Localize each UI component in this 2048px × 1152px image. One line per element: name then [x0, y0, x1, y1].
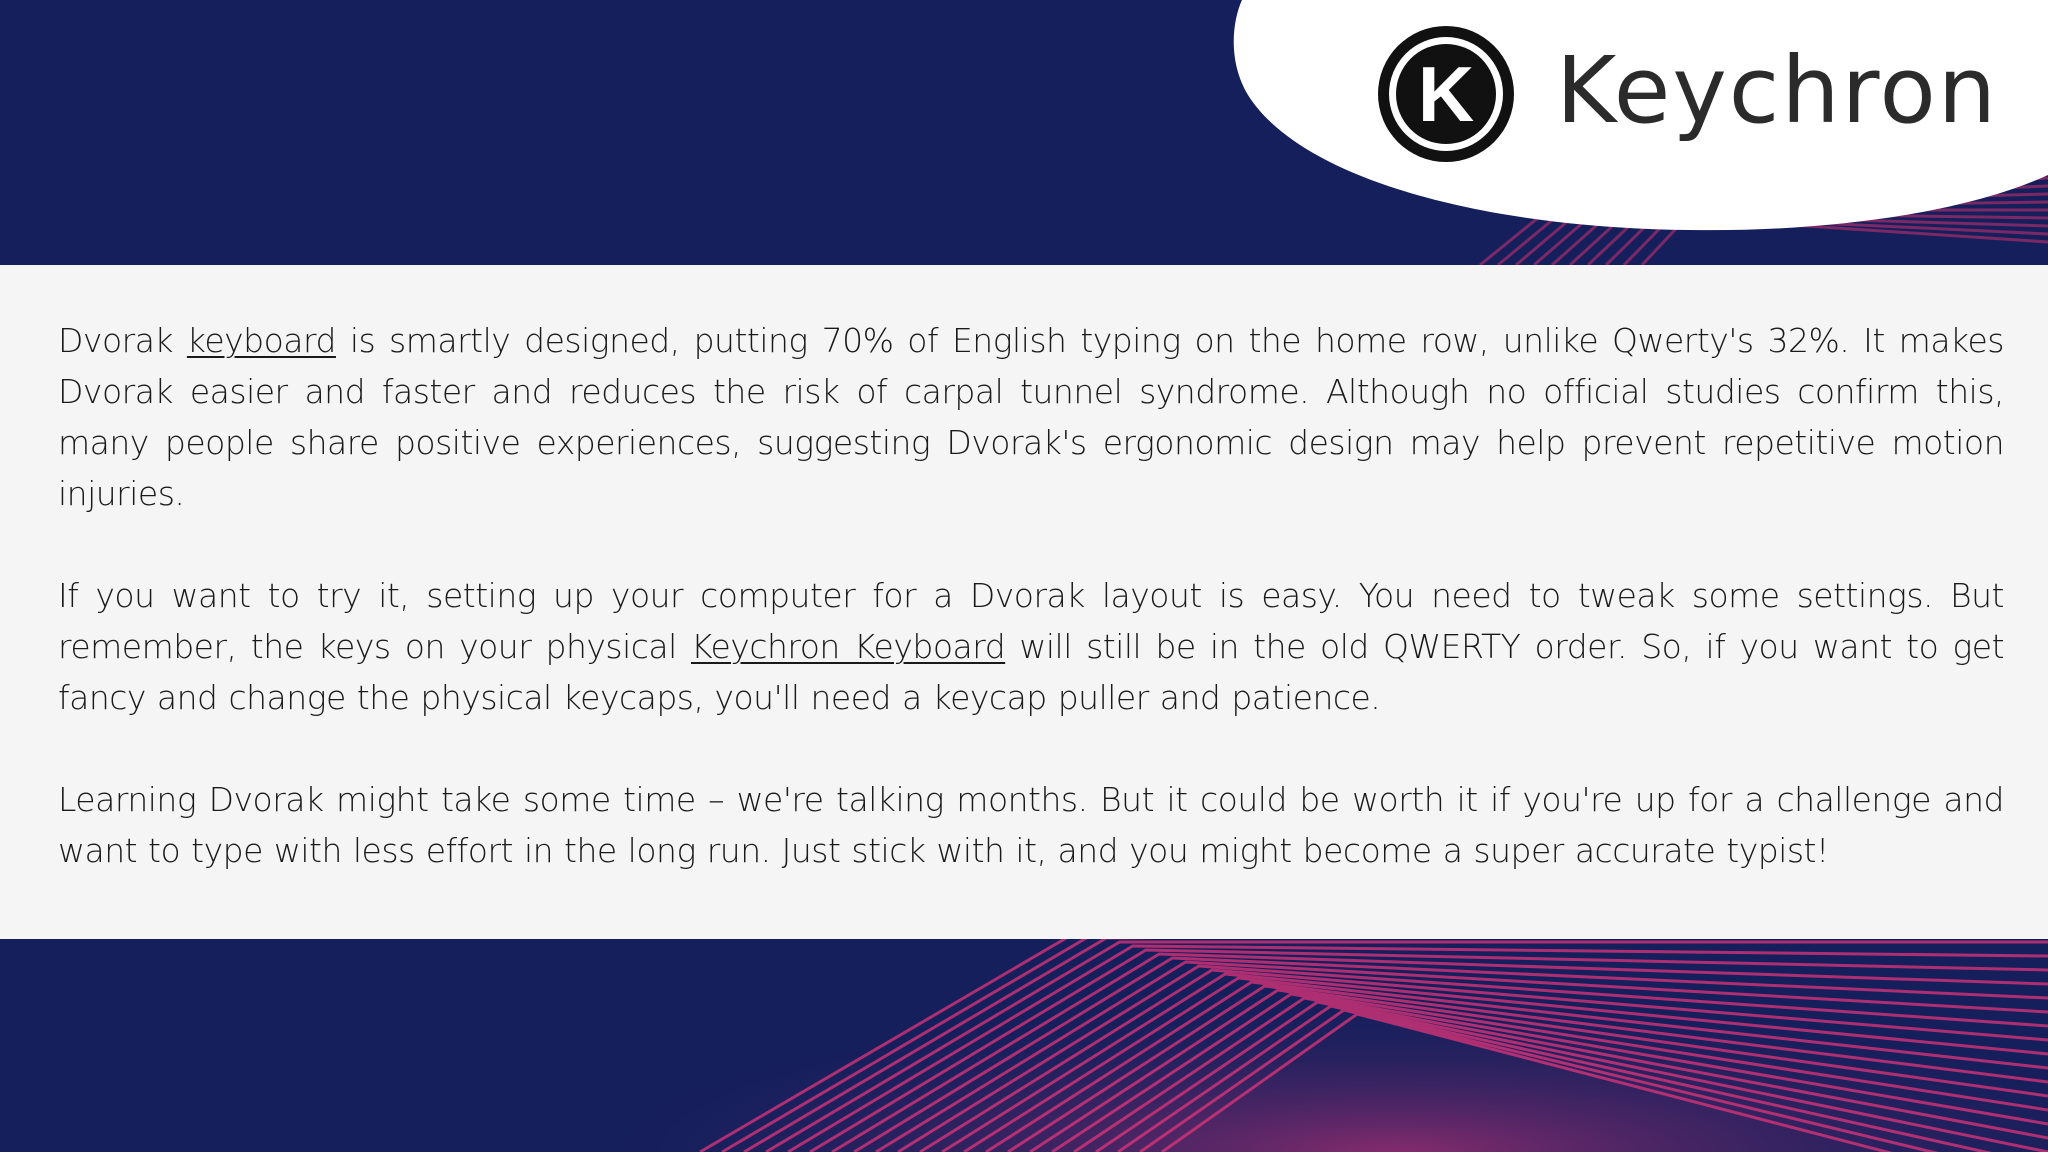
paragraph-2-text-start: If you want to try it, setting up your computer for a Dvorak layout is easy. You need to tweak some settings. But remember, the keys on your physical [58, 576, 2004, 666]
paragraph-1 [58, 315, 2004, 519]
paragraph-1-text-end: is smartly designed, putting 70% of English typing on the home row, unlike Qwerty's 32%. It makes Dvorak easier and faster and reduces the risk of carpal tunnel syndrome. Although no official studies confirm this, many people share positive experiences, suggesting Dvorak's ergonomic design may help prevent repetitive motion injuries. [58, 321, 2004, 513]
brand-wordmark: Keychron [1556, 37, 1999, 144]
logo-mark-letter: K [1417, 50, 1475, 138]
keyboard-link[interactable]: keyboard [186, 321, 336, 360]
article-panel [0, 265, 2048, 939]
paragraph-3: Learning Dvorak might take some time – we're talking months. But it could be worth it if you're up for a challenge and want to type with less effort in the long run. Just stick with it, and you might become a super accurate typist! [58, 780, 2004, 870]
header-banner [0, 0, 2048, 265]
keychron-keyboard-link[interactable]: Keychron Keyboard [691, 627, 1006, 666]
keychron-logo-icon [1378, 26, 1514, 162]
article-body [58, 315, 2004, 876]
paragraph-2-text-end: will still be in the old QWERTY order. So, if you want to get fancy and change the physical keycaps, you'll need a keycap puller and patience. [58, 627, 2005, 717]
paragraph-1-text-start: Dvorak [58, 321, 187, 360]
paragraph-2 [58, 570, 2004, 723]
